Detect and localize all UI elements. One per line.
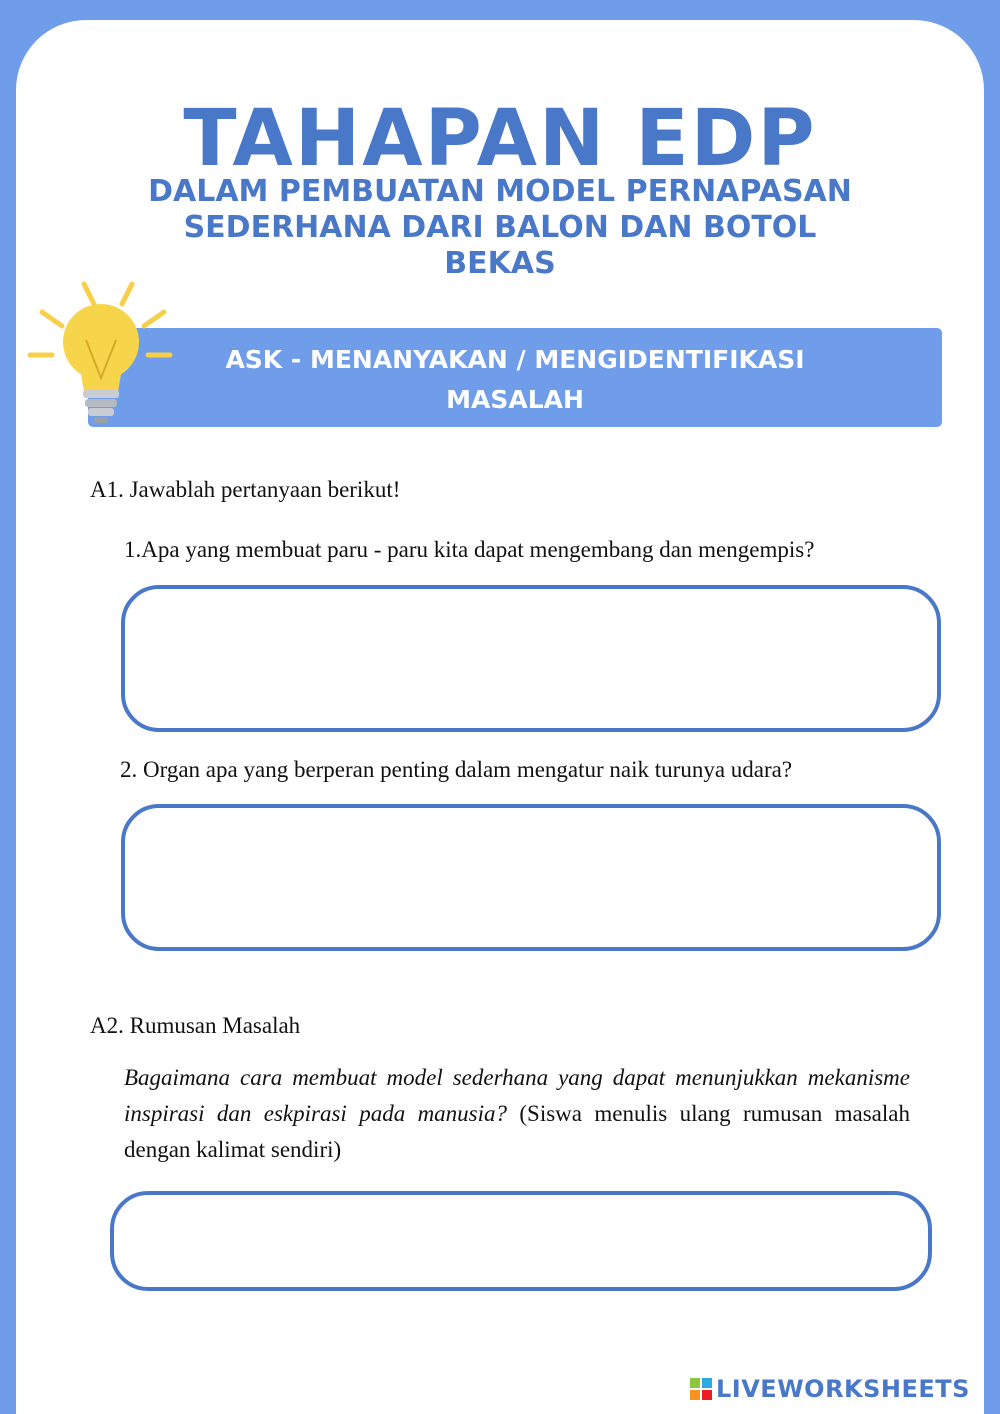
page-subtitle — [100, 174, 900, 282]
banner-line-1: ASK - MENANYAKAN / MENGIDENTIFIKASI — [225, 345, 805, 374]
subtitle-line-1: DALAM PEMBUATAN MODEL PERNAPASAN — [148, 174, 852, 209]
answer-box-2[interactable] — [121, 804, 941, 951]
brand-logo — [690, 1373, 970, 1405]
banner-title — [90, 340, 940, 420]
section-a1-heading: A1. Jawablah pertanyaan berikut! — [90, 477, 401, 502]
subtitle-line-2: SEDERHANA DARI BALON DAN BOTOL — [183, 210, 817, 245]
page-title: TAHAPAN EDP — [183, 94, 817, 184]
section-a2-heading: A2. Rumusan Masalah — [90, 1013, 301, 1038]
problem-question: Bagaimana cara membuat model sederhana yang dapat menunjukkan mekanisme inspirasi dan eskpirasi pada manusia? — [124, 1065, 910, 1126]
problem-statement — [124, 1060, 910, 1168]
subtitle-line-3: BEKAS — [444, 246, 556, 281]
problem-instruction: (Siswa menulis ulang rumusan masalah dengan kalimat sendiri) — [124, 1101, 910, 1162]
answer-box-1[interactable] — [121, 585, 941, 732]
question-2: 2. Organ apa yang berperan penting dalam mengatur naik turunya udara? — [120, 757, 793, 782]
lightbulb-icon — [26, 278, 176, 428]
brand-mark-icon — [690, 1378, 712, 1400]
banner-line-2: MASALAH — [446, 385, 584, 414]
answer-box-3[interactable] — [110, 1191, 932, 1291]
brand-name: LIVEWORKSHEETS — [716, 1375, 970, 1403]
question-1: 1.Apa yang membuat paru - paru kita dapat mengembang dan mengempis? — [124, 537, 815, 562]
